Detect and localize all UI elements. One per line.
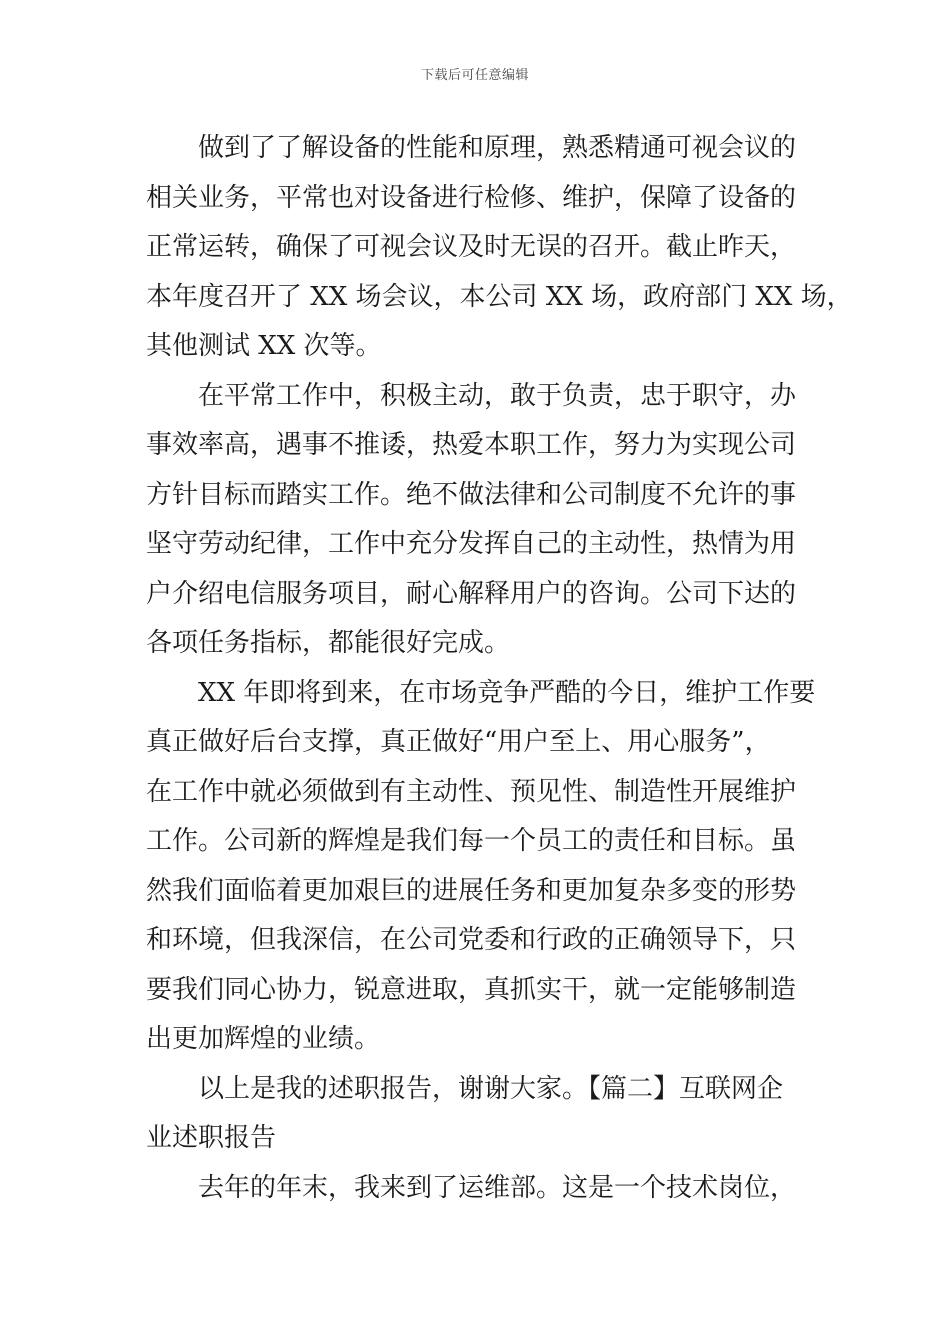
text-line: 工作。公司新的辉煌是我们每一个员工的责任和目标。虽	[146, 826, 797, 856]
text-line: 其他测试 XX 次等。	[146, 331, 382, 361]
document-body	[146, 124, 853, 1213]
text-line: 以上是我的述职报告，谢谢大家。【篇二】互联网企	[198, 1073, 784, 1104]
paragraph	[146, 1164, 806, 1214]
text-line: 在平常工作中，积极主动，敢于负责，忠于职守，办	[198, 380, 797, 411]
text-line: 业述职报告	[146, 1123, 277, 1153]
text-line: 真正做好后台支撑，真正做好“用户至上、用心服务”，	[146, 727, 771, 757]
text-line: 户介绍电信服务项目，耐心解释用户的咨询。公司下达的	[146, 578, 797, 609]
text-line: 正常运转，确保了可视会议及时无误的召开。截止昨天，	[146, 232, 797, 262]
text-line: XX 年即将到来，在市场竞争严酷的今日，维护工作要	[198, 677, 816, 708]
page-header: 下载后可任意编辑	[420, 68, 529, 83]
text-line: 要我们同心协力，锐意进取，真抓实干，就一定能够制造	[146, 974, 797, 1005]
text-line: 去年的年末，我来到了运维部。这是一个技术岗位，	[198, 1172, 797, 1203]
paragraph	[146, 124, 853, 372]
text-line: 出更加辉煌的业绩。	[146, 1024, 381, 1054]
text-line: 事效率高，遇事不推诿，热爱本职工作，努力为实现公司	[146, 430, 797, 460]
text-line: 在工作中就必须做到有主动性、预见性、制造性开展维护	[146, 776, 797, 807]
paragraph	[146, 669, 816, 1065]
text-line: 各项任务指标，都能很好完成。	[146, 628, 511, 658]
text-line: 方针目标而踏实工作。绝不做法律和公司制度不允许的事	[146, 479, 797, 510]
paragraph	[146, 1065, 806, 1164]
text-line: 和环境，但我深信，在公司党委和行政的正确领导下，只	[146, 925, 797, 955]
text-line: 本年度召开了 XX 场会议，本公司 XX 场，政府部门 XX 场，	[146, 281, 853, 312]
text-line: 相关业务，平常也对设备进行检修、维护，保障了设备的	[146, 182, 797, 213]
paragraph	[146, 372, 806, 669]
text-line: 然我们面临着更加艰巨的进展任务和更加复杂多变的形势	[146, 875, 797, 906]
text-line: 坚守劳动纪律，工作中充分发挥自己的主动性，热情为用	[146, 529, 797, 559]
text-line: 做到了了解设备的性能和原理，熟悉精通可视会议的	[198, 133, 797, 163]
